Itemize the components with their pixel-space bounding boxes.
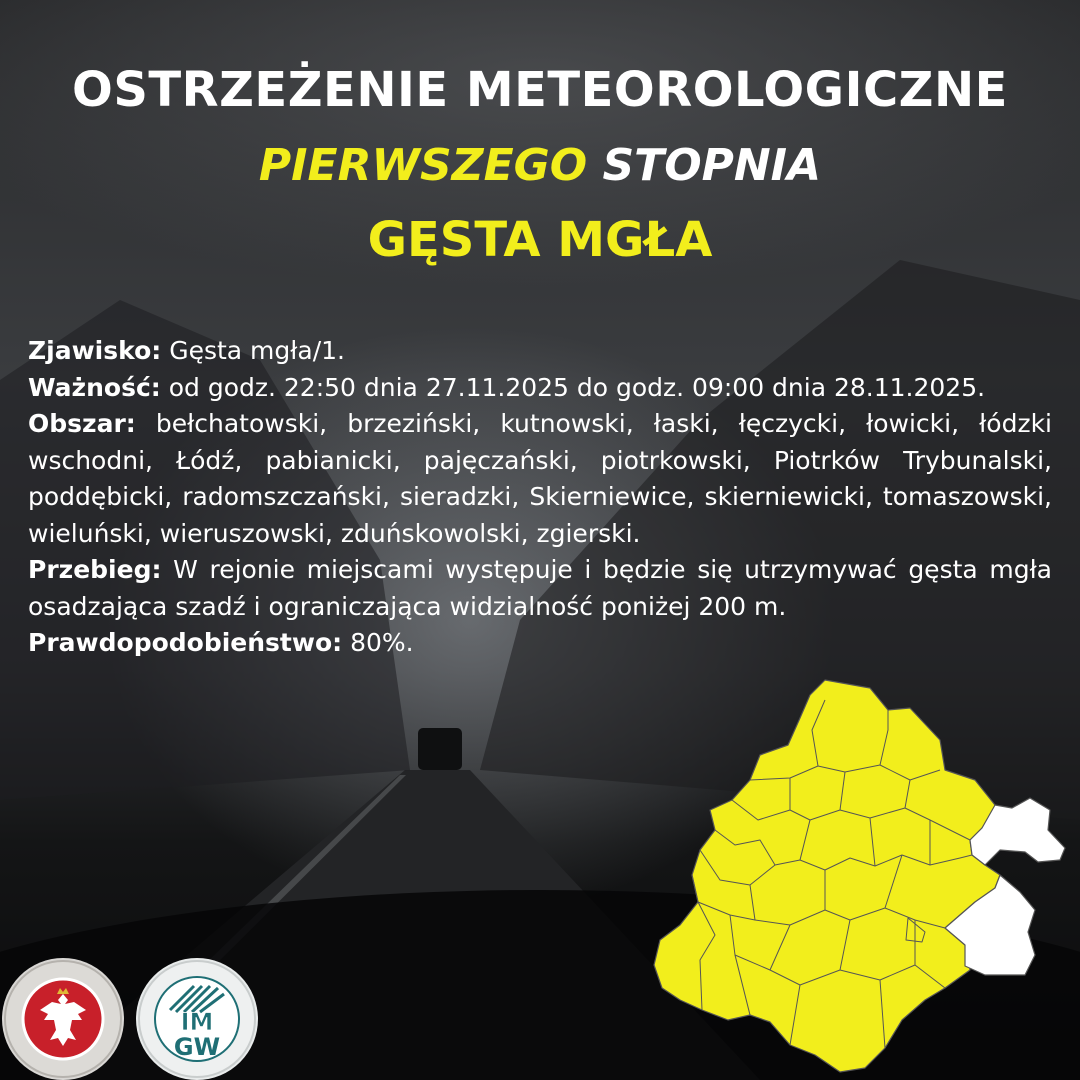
warning-details: [28, 333, 1052, 662]
area-label: Obszar:: [28, 409, 136, 438]
phenomenon-label: Zjawisko:: [28, 336, 162, 365]
course-row: [28, 552, 1052, 625]
validity-label: Ważność:: [28, 372, 161, 402]
warning-title: OSTRZEŻENIE METEOROLOGICZNE: [72, 62, 1008, 118]
imgw-bottom-letters: GW: [173, 1033, 221, 1061]
probability-value: 80%.: [350, 628, 414, 657]
phenomenon-row: [28, 333, 1052, 370]
validity-value: od godz. 22:50 dnia 27.11.2025 do godz. 09:00 dnia 28.11.2025.: [168, 372, 986, 402]
imgw-logo: [136, 958, 258, 1080]
course-label: Przebieg:: [28, 555, 162, 584]
imgw-top-letters: IM: [180, 1008, 214, 1036]
warning-level-highlight: PIERWSZEGO: [258, 140, 588, 191]
probability-label: Prawdopodobieństwo:: [28, 628, 343, 657]
warning-level-rest: STOPNIA: [602, 140, 822, 191]
voivodeship-map: [640, 670, 1080, 1080]
validity-row: [28, 370, 1052, 407]
distant-car: [418, 728, 462, 770]
phenomenon-value: Gęsta mgła/1.: [169, 336, 345, 365]
area-value: bełchatowski, brzeziński, kutnowski, łaski, łęczycki, łowicki, łódzki wschodni, Łódź, pabianicki, pajęczański, piotrkowski, Piotrków Trybunalski, poddębicki, radomszczański, sieradzki, Skierniewice, skierniewicki, tomaszowski, wieluński, wieruszowski, zduńskowolski, zgierski.: [28, 409, 1052, 548]
voivode-office-logo: [2, 958, 124, 1080]
phenomenon-title: GĘSTA MGŁA: [367, 212, 713, 268]
map-warning-area: [654, 680, 1000, 1072]
probability-row: [28, 625, 1052, 662]
course-value: W rejonie miejscami występuje i będzie się utrzymywać gęsta mgła osadzająca szadź i ograniczająca widzialność poniżej 200 m.: [28, 555, 1052, 621]
area-row: [28, 406, 1052, 552]
warning-level: [0, 140, 1080, 191]
